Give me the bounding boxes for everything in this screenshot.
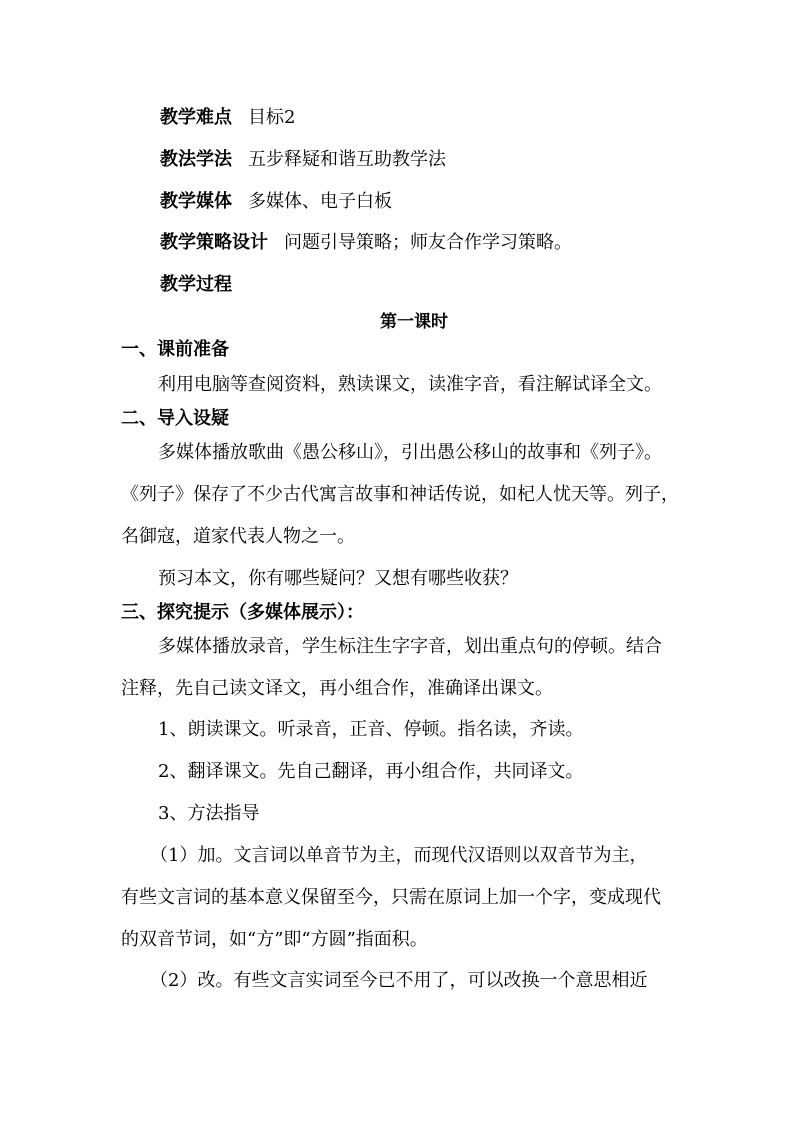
section-1-heading: 一、课前准备 (121, 339, 229, 360)
section-2-line-2: 《列子》保存了不少古代寓言故事和神话传说，如杞人忧天等。列子， (121, 484, 679, 505)
teaching-strategy-row (160, 231, 572, 255)
media-label: 教学媒体 (160, 191, 232, 212)
section-2-heading: 二、导入设疑 (121, 408, 229, 429)
teaching-difficulty-row (160, 106, 295, 130)
lesson-title: 第一课时 (380, 312, 448, 332)
strategy-value: 问题引导策略；师友合作学习策略。 (284, 232, 572, 253)
strategy-label: 教学策略设计 (160, 232, 268, 253)
method-2-line-1: （2）改。有些文言实词至今已不用了，可以改换一个意思相近 (150, 970, 648, 991)
section-3-heading: 三、探究提示（多媒体展示）： (121, 602, 364, 623)
section-3-item-2: 2、翻译课文。先自己翻译，再小组合作，共同译文。 (158, 761, 584, 782)
teaching-method-row (160, 148, 446, 172)
method-1-line-1: （1）加。文言词以单音节为主，而现代汉语则以双音节为主， (150, 845, 648, 866)
method-value: 五步释疑和谐互助教学法 (248, 149, 446, 170)
section-2-question: 预习本文，你有哪些疑问？又想有哪些收获？ (158, 568, 518, 589)
section-3-line-1: 多媒体播放录音，学生标注生字字音，划出重点句的停顿。结合 (158, 636, 662, 657)
section-3-item-3: 3、方法指导 (158, 803, 260, 824)
section-2-line-3: 名御寇，道家代表人物之一。 (121, 526, 355, 547)
section-1-paragraph: 利用电脑等查阅资料，熟读课文，读准字音，看注解试译全文。 (158, 374, 662, 395)
section-3-item-1: 1、朗读课文。听录音，正音、停顿。指名读，齐读。 (158, 719, 584, 740)
difficulty-label: 教学难点 (160, 107, 232, 128)
media-value: 多媒体、电子白板 (248, 191, 392, 212)
difficulty-value: 目标2 (248, 107, 296, 128)
teaching-process-heading: 教学过程 (160, 274, 232, 295)
teaching-media-row (160, 190, 392, 214)
method-1-line-3: 的双音节词，如“方”即“方圆”指面积。 (121, 929, 428, 950)
method-label: 教法学法 (160, 149, 232, 170)
section-3-line-2: 注释，先自己读文译文，再小组合作，准确译出课文。 (121, 678, 553, 699)
method-1-line-2: 有些文言词的基本意义保留至今，只需在原词上加一个字，变成现代 (121, 887, 661, 908)
section-2-line-1: 多媒体播放歌曲《愚公移山》，引出愚公移山的故事和《列子》。 (158, 442, 662, 463)
